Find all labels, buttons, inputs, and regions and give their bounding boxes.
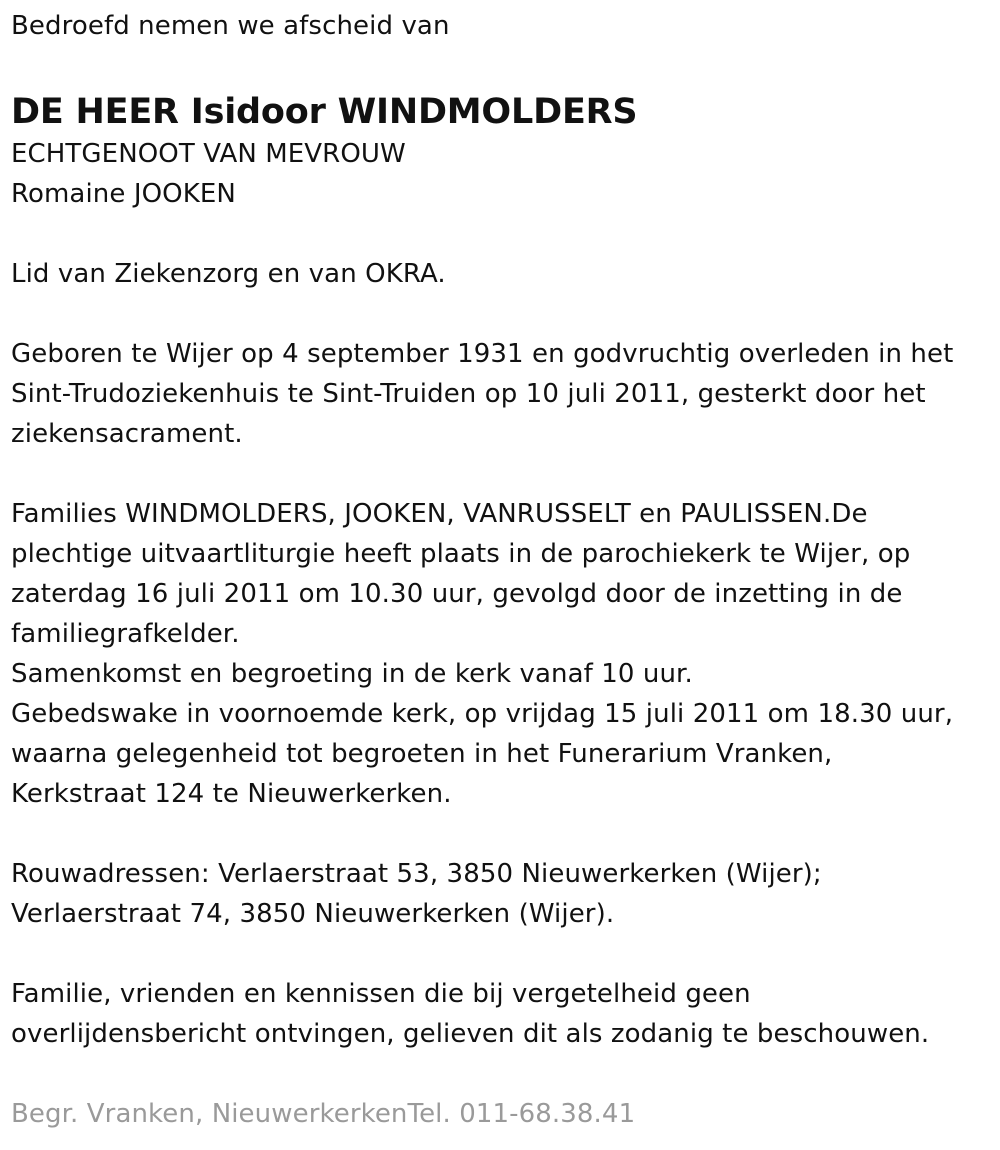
ceremony-paragraph bbox=[11, 494, 1000, 814]
paragraph-line: Familie, vrienden en kennissen die bij vergetelheid geen bbox=[11, 979, 751, 1009]
spacer bbox=[11, 454, 1000, 494]
spouse-name: Romaine JOOKEN bbox=[11, 179, 236, 209]
spouse-label: ECHTGENOOT VAN MEVROUW bbox=[11, 139, 406, 169]
paragraph-line: waarna gelegenheid tot begroeten in het Funerarium Vranken, bbox=[11, 739, 833, 769]
paragraph-line: Kerkstraat 124 te Nieuwerkerken. bbox=[11, 779, 452, 809]
paragraph-line: Sint-Trudoziekenhuis te Sint-Truiden op 10 juli 2011, gesterkt door het bbox=[11, 379, 926, 409]
spacer bbox=[11, 1054, 1000, 1094]
spacer bbox=[11, 934, 1000, 974]
closing-paragraph bbox=[11, 974, 1000, 1054]
spacer bbox=[11, 214, 1000, 254]
spacer bbox=[11, 46, 1000, 90]
paragraph-line: overlijdensbericht ontvingen, gelieven dit als zodanig te beschouwen. bbox=[11, 1019, 930, 1049]
paragraph-line: Rouwadressen: Verlaerstraat 53, 3850 Nieuwerkerken (Wijer); bbox=[11, 859, 822, 889]
paragraph-line: Gebedswake in voornoemde kerk, op vrijdag 15 juli 2011 om 18.30 uur, bbox=[11, 699, 954, 729]
address-paragraph bbox=[11, 854, 1000, 934]
paragraph-line: zaterdag 16 juli 2011 om 10.30 uur, gevolgd door de inzetting in de bbox=[11, 579, 903, 609]
birth-paragraph bbox=[11, 334, 1000, 454]
paragraph-line: Verlaerstraat 74, 3850 Nieuwerkerken (Wijer). bbox=[11, 899, 615, 929]
funeral-home-footer: Begr. Vranken, NieuwerkerkenTel. 011-68.38.41 bbox=[11, 1099, 636, 1129]
membership-text: Lid van Ziekenzorg en van OKRA. bbox=[11, 259, 446, 289]
paragraph-line: plechtige uitvaartliturgie heeft plaats in de parochiekerk te Wijer, op bbox=[11, 539, 911, 569]
intro-text: Bedroefd nemen we afscheid van bbox=[11, 11, 450, 41]
spacer bbox=[11, 814, 1000, 854]
paragraph-line: familiegrafkelder. bbox=[11, 619, 240, 649]
paragraph-line: ziekensacrament. bbox=[11, 419, 243, 449]
paragraph-line: Geboren te Wijer op 4 september 1931 en godvruchtig overleden in het bbox=[11, 339, 954, 369]
spacer bbox=[11, 294, 1000, 334]
deceased-name: DE HEER Isidoor WINDMOLDERS bbox=[11, 92, 638, 132]
paragraph-line: Families WINDMOLDERS, JOOKEN, VANRUSSELT en PAULISSEN.De bbox=[11, 499, 868, 529]
paragraph-line: Samenkomst en begroeting in de kerk vanaf 10 uur. bbox=[11, 659, 693, 689]
